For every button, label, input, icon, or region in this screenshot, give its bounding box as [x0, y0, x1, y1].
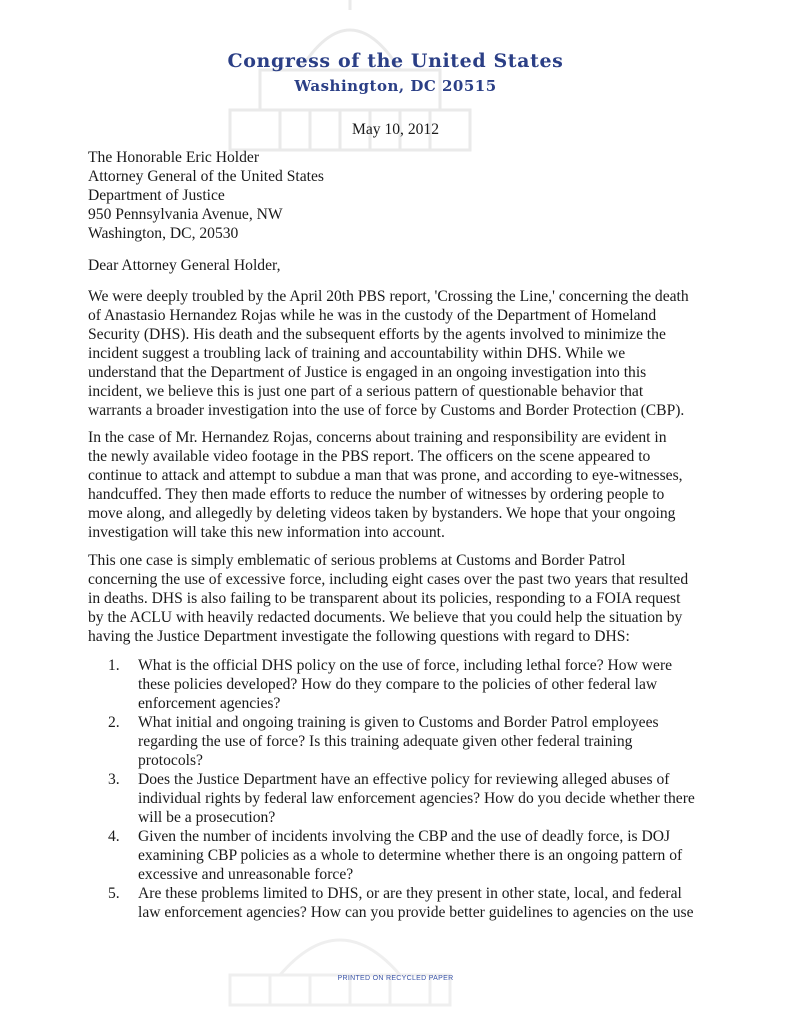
question-line: examining CBP policies as a whole to determine whether there is an ongoing pattern of: [138, 847, 683, 864]
paragraph-line: continue to attack and attempt to subdue a man that was prone, and according to eye-witnesses,: [88, 467, 683, 484]
paragraph-line: of Anastasio Hernandez Rojas while he was in the custody of the Department of Homeland: [88, 307, 657, 324]
salutation: Dear Attorney General Holder,: [88, 257, 281, 274]
paragraph-line: the newly available video footage in the PBS report. The officers on the scene appeared to: [88, 448, 651, 465]
paragraph-line: by the ACLU with heavily redacted documents. We believe that you could help the situation by: [88, 609, 683, 626]
question-number: 2.: [108, 714, 120, 731]
question-item: [108, 656, 708, 713]
paragraph-line: having the Justice Department investigate the following questions with regard to DHS:: [88, 628, 630, 645]
question-line: protocols?: [138, 752, 203, 769]
question-line: regarding the use of force? Is this training adequate given other federal training: [138, 733, 633, 750]
question-number: 3.: [108, 771, 120, 788]
question-number: 5.: [108, 885, 120, 902]
address-line: 950 Pennsylvania Avenue, NW: [88, 206, 283, 223]
address-line: The Honorable Eric Holder: [88, 149, 260, 166]
question-line: Given the number of incidents involving the CBP and the use of deadly force, is DOJ: [138, 828, 671, 845]
question-line: excessive and unreasonable force?: [138, 866, 354, 883]
paragraph-line: incident suggest a troubling lack of training and accountability within DHS. While we: [88, 345, 626, 362]
question-line: What is the official DHS policy on the use of force, including lethal force? How were: [138, 657, 673, 674]
question-number: 4.: [108, 828, 120, 845]
letterhead-address: Washington, DC 20515: [294, 77, 497, 95]
letterhead-title: Congress of the United States: [227, 50, 564, 72]
paragraph-3: [88, 551, 708, 646]
recycled-paper-footer: PRINTED ON RECYCLED PAPER: [337, 975, 454, 982]
question-line: enforcement agencies?: [138, 695, 281, 712]
question-line: these policies developed? How do they compare to the policies of other federal law: [138, 676, 658, 693]
paragraph-line: We were deeply troubled by the April 20th PBS report, 'Crossing the Line,' concerning the death: [88, 288, 689, 305]
paragraph-line: investigation will take this new information into account.: [88, 524, 445, 541]
recipient-address: [88, 148, 708, 243]
question-number: 1.: [108, 657, 120, 674]
question-item: [108, 713, 708, 770]
question-line: Are these problems limited to DHS, or are they present in other state, local, and federal: [138, 885, 682, 902]
paragraph-line: move along, and allegedly by deleting videos taken by bystanders. We hope that your ongoing: [88, 505, 676, 522]
question-line: will be a prosecution?: [138, 809, 276, 826]
paragraph-line: warrants a broader investigation into the use of force by Customs and Border Protection (CBP).: [88, 402, 685, 419]
paragraph-2: [88, 428, 708, 542]
question-line: What initial and ongoing training is given to Customs and Border Patrol employees: [138, 714, 659, 731]
question-item: [108, 770, 708, 827]
address-line: Attorney General of the United States: [88, 168, 325, 185]
paragraph-line: In the case of Mr. Hernandez Rojas, concerns about training and responsibility are evident in: [88, 429, 667, 446]
paragraph-line: understand that the Department of Justice is engaged in an ongoing investigation into this: [88, 364, 647, 381]
paragraph-line: in deaths. DHS is also failing to be transparent about its policies, responding to a FOIA request: [88, 590, 681, 607]
question-line: law enforcement agencies? How can you provide better guidelines to agencies on the use: [138, 904, 694, 921]
paragraph-line: Security (DHS). His death and the subsequent efforts by the agents involved to minimize the: [88, 326, 666, 343]
question-line: individual rights by federal law enforcement agencies? How do you decide whether there: [138, 790, 695, 807]
paragraph-line: handcuffed. They then made efforts to reduce the number of witnesses by ordering people to: [88, 486, 665, 503]
question-item: [108, 827, 708, 884]
address-line: Washington, DC, 20530: [88, 225, 239, 242]
letter-date: May 10, 2012: [351, 121, 440, 138]
question-line: Does the Justice Department have an effective policy for reviewing alleged abuses of: [138, 771, 670, 788]
questions-list: [108, 656, 708, 922]
paragraph-line: concerning the use of excessive force, including eight cases over the past two years that resulted: [88, 571, 689, 588]
question-item: [108, 884, 708, 922]
address-line: Department of Justice: [88, 187, 225, 204]
paragraph-line: This one case is simply emblematic of serious problems at Customs and Border Patrol: [88, 552, 626, 569]
letterhead: [0, 50, 791, 96]
paragraph-1: [88, 287, 708, 420]
paragraph-line: incident, we believe this is just one part of a serious pattern of questionable behavior that: [88, 383, 644, 400]
